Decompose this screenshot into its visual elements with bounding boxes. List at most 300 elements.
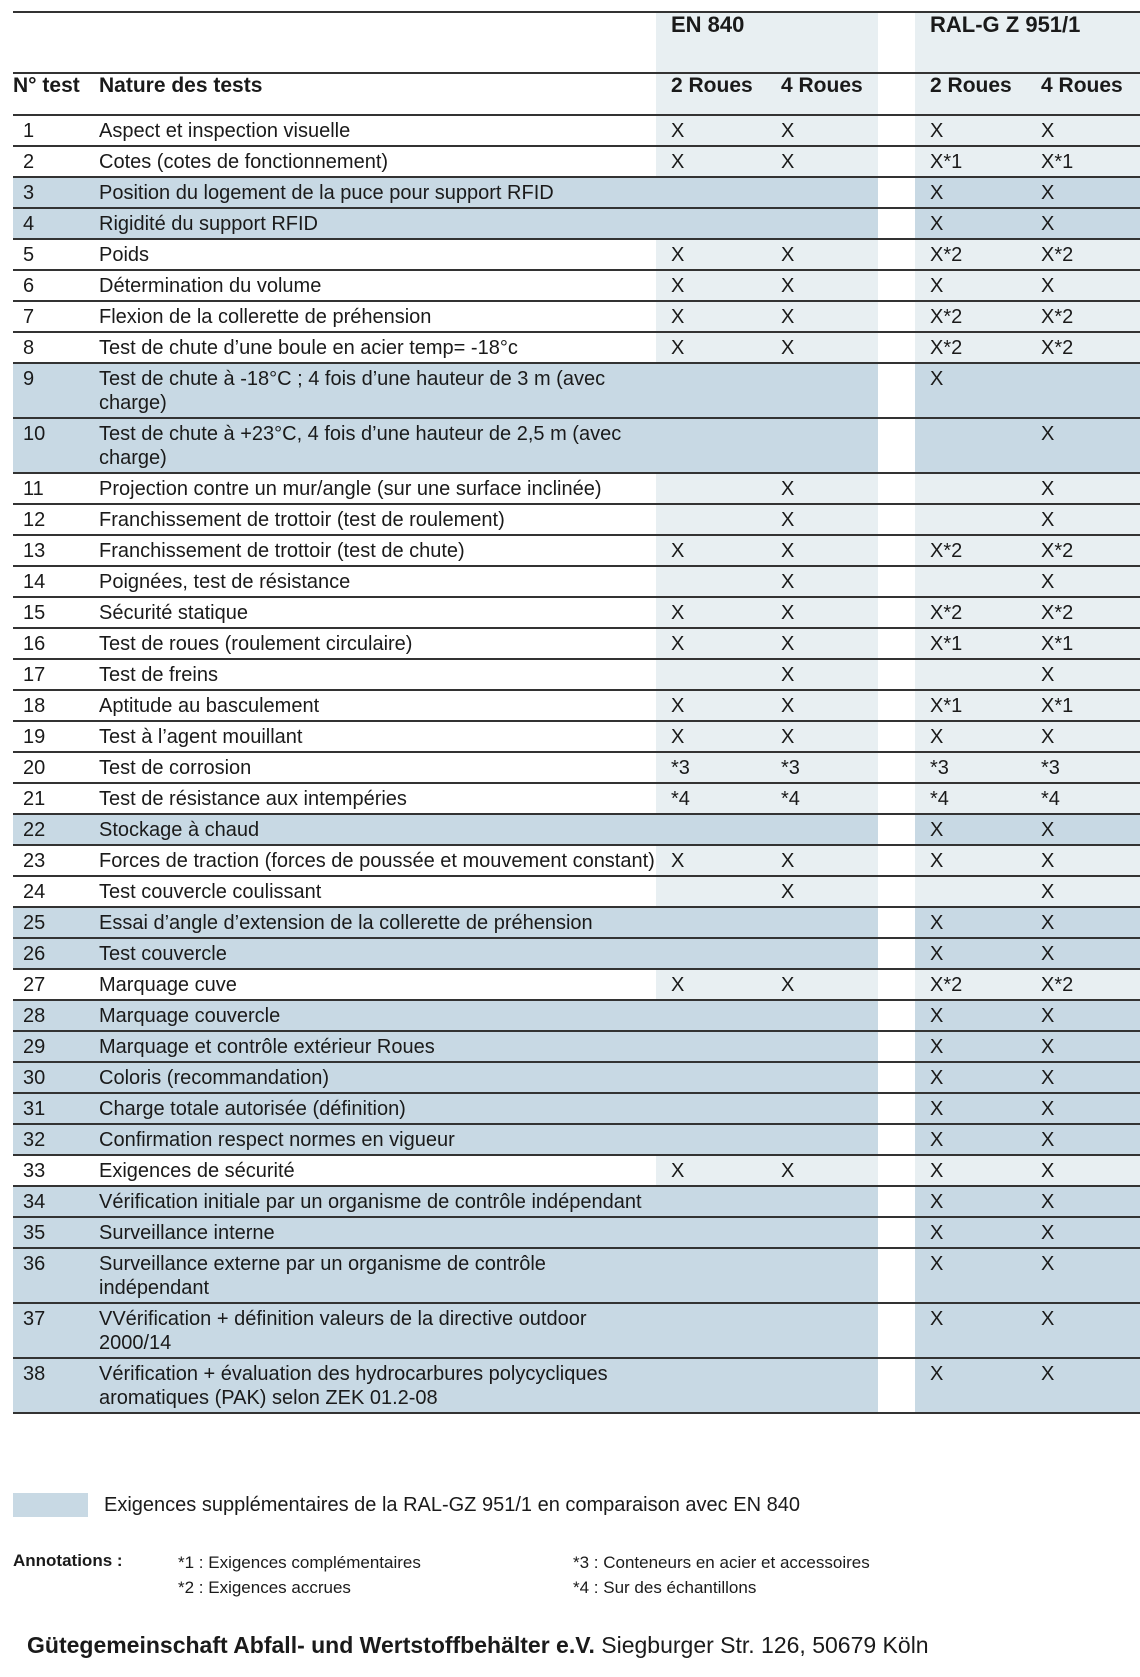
mark-ral-2roues: X [915, 177, 1026, 208]
row-gap [878, 1186, 915, 1217]
mark-ral-4roues: X [1026, 659, 1140, 690]
table-row [13, 1124, 1140, 1155]
test-number: 30 [13, 1062, 88, 1093]
table-row [13, 1000, 1140, 1031]
row-gap [878, 363, 915, 418]
row-gap [878, 1031, 915, 1062]
mark-en-2roues: X [656, 597, 766, 628]
annotation-3: *3 : Conteneurs en acier et accessoires [573, 1553, 870, 1572]
test-nature: Cotes (cotes de fonctionnement) [88, 146, 656, 177]
mark-en-4roues [766, 1358, 878, 1413]
col-header-ral-2roues: 2 Roues [915, 73, 1026, 115]
test-nature: Sécurité statique [88, 597, 656, 628]
mark-ral-2roues: *3 [915, 752, 1026, 783]
mark-ral-4roues: X*1 [1026, 628, 1140, 659]
row-gap [878, 208, 915, 239]
mark-en-2roues [656, 1248, 766, 1303]
mark-ral-2roues [915, 876, 1026, 907]
row-gap [878, 1155, 915, 1186]
mark-en-4roues: X [766, 146, 878, 177]
mark-en-4roues [766, 1093, 878, 1124]
test-number: 16 [13, 628, 88, 659]
mark-ral-4roues: X [1026, 1358, 1140, 1413]
test-number: 11 [13, 473, 88, 504]
mark-ral-2roues: X [915, 907, 1026, 938]
mark-ral-4roues: X [1026, 1031, 1140, 1062]
mark-en-4roues [766, 938, 878, 969]
table-row [13, 332, 1140, 363]
test-number: 10 [13, 418, 88, 473]
test-nature: Exigences de sécurité [88, 1155, 656, 1186]
col-header-nature: Nature des tests [88, 73, 656, 115]
col-header-ral-4roues: 4 Roues [1026, 73, 1140, 115]
mark-en-2roues: X [656, 535, 766, 566]
mark-ral-2roues: X [915, 1000, 1026, 1031]
test-number: 27 [13, 969, 88, 1000]
row-gap [878, 115, 915, 146]
test-number: 12 [13, 504, 88, 535]
test-nature: Test couvercle coulissant [88, 876, 656, 907]
table-row [13, 1186, 1140, 1217]
test-nature: Essai d’angle d’extension de la collerette de préhension [88, 907, 656, 938]
row-gap [878, 721, 915, 752]
table-row [13, 535, 1140, 566]
mark-ral-4roues: X [1026, 473, 1140, 504]
mark-en-4roues [766, 418, 878, 473]
mark-ral-4roues: X*2 [1026, 301, 1140, 332]
mark-ral-2roues: *4 [915, 783, 1026, 814]
mark-en-4roues: X [766, 876, 878, 907]
mark-ral-4roues: *3 [1026, 752, 1140, 783]
mark-ral-4roues: X [1026, 907, 1140, 938]
mark-en-2roues [656, 814, 766, 845]
table-row [13, 418, 1140, 473]
mark-ral-4roues: X [1026, 1303, 1140, 1358]
test-number: 20 [13, 752, 88, 783]
mark-en-2roues [656, 938, 766, 969]
mark-en-2roues [656, 208, 766, 239]
test-number: 35 [13, 1217, 88, 1248]
test-comparison-table [13, 11, 1140, 1414]
mark-ral-4roues: X [1026, 1186, 1140, 1217]
mark-ral-4roues: X*2 [1026, 597, 1140, 628]
mark-ral-2roues: X [915, 1217, 1026, 1248]
standard-ral-header: RAL-G Z 951/1 [915, 12, 1140, 73]
mark-ral-2roues: X [915, 1303, 1026, 1358]
mark-ral-2roues: X [915, 1358, 1026, 1413]
test-number: 6 [13, 270, 88, 301]
mark-en-2roues [656, 907, 766, 938]
test-number: 2 [13, 146, 88, 177]
row-gap [878, 814, 915, 845]
test-nature: Marquage cuve [88, 969, 656, 1000]
test-nature: Test de chute à +23°C, 4 fois d’une hauteur de 2,5 m (avec charge) [88, 418, 656, 473]
table-row [13, 690, 1140, 721]
table-row [13, 876, 1140, 907]
mark-ral-4roues: X*2 [1026, 239, 1140, 270]
table-row [13, 969, 1140, 1000]
mark-ral-2roues [915, 473, 1026, 504]
table-row [13, 1217, 1140, 1248]
test-number: 14 [13, 566, 88, 597]
test-nature: Poids [88, 239, 656, 270]
test-number: 24 [13, 876, 88, 907]
mark-en-4roues: *4 [766, 783, 878, 814]
mark-ral-4roues: X [1026, 208, 1140, 239]
test-nature: Rigidité du support RFID [88, 208, 656, 239]
test-number: 28 [13, 1000, 88, 1031]
test-nature: Poignées, test de résistance [88, 566, 656, 597]
mark-en-2roues [656, 418, 766, 473]
test-number: 32 [13, 1124, 88, 1155]
test-nature: Test de corrosion [88, 752, 656, 783]
mark-en-2roues: X [656, 628, 766, 659]
mark-en-4roues: X [766, 566, 878, 597]
test-number: 5 [13, 239, 88, 270]
test-nature: Surveillance externe par un organisme de contrôle indépendant [88, 1248, 656, 1303]
mark-en-4roues [766, 1186, 878, 1217]
mark-en-2roues [656, 1031, 766, 1062]
mark-en-2roues: *4 [656, 783, 766, 814]
mark-en-4roues: X [766, 239, 878, 270]
mark-ral-2roues [915, 504, 1026, 535]
mark-ral-4roues: X [1026, 177, 1140, 208]
mark-ral-2roues: X [915, 208, 1026, 239]
mark-en-4roues [766, 1000, 878, 1031]
mark-ral-4roues: X [1026, 1000, 1140, 1031]
row-gap [878, 177, 915, 208]
mark-en-2roues [656, 659, 766, 690]
mark-ral-4roues: X*2 [1026, 535, 1140, 566]
mark-en-2roues: X [656, 239, 766, 270]
table-row [13, 270, 1140, 301]
test-number: 9 [13, 363, 88, 418]
mark-en-2roues [656, 1062, 766, 1093]
mark-en-2roues [656, 1358, 766, 1413]
test-nature: Surveillance interne [88, 1217, 656, 1248]
row-gap [878, 1000, 915, 1031]
test-number: 29 [13, 1031, 88, 1062]
row-gap [878, 969, 915, 1000]
test-number: 36 [13, 1248, 88, 1303]
mark-en-2roues: X [656, 301, 766, 332]
row-gap [878, 566, 915, 597]
test-nature: Vérification initiale par un organisme de contrôle indépendant [88, 1186, 656, 1217]
mark-ral-4roues: X [1026, 566, 1140, 597]
table-row [13, 814, 1140, 845]
row-gap [878, 845, 915, 876]
mark-en-4roues [766, 1031, 878, 1062]
table-row [13, 752, 1140, 783]
col-header-en-4roues: 4 Roues [766, 73, 878, 115]
standard-en840-header: EN 840 [656, 12, 878, 73]
table-row [13, 208, 1140, 239]
row-gap [878, 504, 915, 535]
test-nature: Test de chute à -18°C ; 4 fois d’une hauteur de 3 m (avec charge) [88, 363, 656, 418]
mark-ral-2roues: X*2 [915, 597, 1026, 628]
test-nature: Projection contre un mur/angle (sur une surface inclinée) [88, 473, 656, 504]
row-gap [878, 597, 915, 628]
test-nature: Flexion de la collerette de préhension [88, 301, 656, 332]
mark-ral-2roues: X*1 [915, 146, 1026, 177]
annotation-2: *2 : Exigences accrues [178, 1578, 351, 1597]
mark-en-4roues: X [766, 659, 878, 690]
mark-ral-2roues: X*2 [915, 969, 1026, 1000]
col-header-num: N° test [13, 73, 88, 115]
mark-ral-2roues: X*2 [915, 239, 1026, 270]
test-nature: VVérification + définition valeurs de la directive outdoor 2000/14 [88, 1303, 656, 1358]
mark-ral-2roues: X [915, 938, 1026, 969]
table-row [13, 938, 1140, 969]
mark-en-2roues [656, 1186, 766, 1217]
mark-en-2roues [656, 1000, 766, 1031]
test-number: 37 [13, 1303, 88, 1358]
test-nature: Vérification + évaluation des hydrocarbures polycycliques aromatiques (PAK) selon ZEK 01.2-08 [88, 1358, 656, 1413]
mark-en-4roues: X [766, 690, 878, 721]
test-number: 33 [13, 1155, 88, 1186]
mark-en-4roues [766, 907, 878, 938]
mark-ral-2roues [915, 418, 1026, 473]
mark-en-4roues: X [766, 845, 878, 876]
mark-en-2roues [656, 177, 766, 208]
table-row [13, 659, 1140, 690]
test-number: 15 [13, 597, 88, 628]
mark-en-4roues: X [766, 504, 878, 535]
mark-ral-4roues: X [1026, 1093, 1140, 1124]
mark-en-2roues: X [656, 721, 766, 752]
test-number: 31 [13, 1093, 88, 1124]
row-gap [878, 907, 915, 938]
mark-ral-4roues: X [1026, 504, 1140, 535]
mark-ral-4roues: X*2 [1026, 332, 1140, 363]
row-gap [878, 1062, 915, 1093]
row-gap [878, 752, 915, 783]
mark-ral-2roues: X [915, 1124, 1026, 1155]
mark-en-2roues [656, 876, 766, 907]
mark-ral-4roues: X [1026, 876, 1140, 907]
test-number: 17 [13, 659, 88, 690]
table-row [13, 239, 1140, 270]
mark-en-2roues: X [656, 270, 766, 301]
table-row [13, 177, 1140, 208]
mark-ral-2roues: X [915, 270, 1026, 301]
table-row [13, 146, 1140, 177]
header-blank [13, 12, 656, 73]
row-gap [878, 783, 915, 814]
mark-ral-2roues: X [915, 1031, 1026, 1062]
test-nature: Test de roues (roulement circulaire) [88, 628, 656, 659]
mark-en-4roues: X [766, 628, 878, 659]
row-gap [878, 876, 915, 907]
mark-ral-2roues: X [915, 814, 1026, 845]
mark-ral-2roues: X [915, 115, 1026, 146]
test-number: 34 [13, 1186, 88, 1217]
mark-ral-2roues: X*1 [915, 628, 1026, 659]
mark-en-4roues: *3 [766, 752, 878, 783]
table-row [13, 566, 1140, 597]
mark-en-2roues: X [656, 146, 766, 177]
mark-en-4roues [766, 1062, 878, 1093]
standards-header-row [13, 12, 1140, 73]
row-gap [878, 418, 915, 473]
test-nature: Marquage couvercle [88, 1000, 656, 1031]
row-gap [878, 146, 915, 177]
legend [13, 1493, 1113, 1519]
mark-en-4roues: X [766, 473, 878, 504]
mark-ral-4roues: X [1026, 115, 1140, 146]
mark-en-2roues [656, 363, 766, 418]
mark-ral-4roues: *4 [1026, 783, 1140, 814]
mark-en-4roues [766, 177, 878, 208]
mark-en-4roues: X [766, 969, 878, 1000]
mark-en-2roues: X [656, 1155, 766, 1186]
table-row [13, 1155, 1140, 1186]
legend-swatch [13, 1493, 88, 1517]
mark-ral-4roues: X [1026, 1155, 1140, 1186]
row-gap [878, 1248, 915, 1303]
test-nature: Test couvercle [88, 938, 656, 969]
table-row [13, 628, 1140, 659]
table-row [13, 1248, 1140, 1303]
mark-en-4roues: X [766, 301, 878, 332]
legend-text: Exigences supplémentaires de la RAL-GZ 951/1 en comparaison avec EN 840 [104, 1494, 800, 1516]
test-number: 13 [13, 535, 88, 566]
row-gap [878, 628, 915, 659]
test-number: 26 [13, 938, 88, 969]
mark-ral-2roues: X [915, 845, 1026, 876]
mark-en-2roues: X [656, 332, 766, 363]
test-nature: Détermination du volume [88, 270, 656, 301]
row-gap [878, 301, 915, 332]
test-nature: Confirmation respect normes en vigueur [88, 1124, 656, 1155]
mark-en-4roues: X [766, 1155, 878, 1186]
mark-en-4roues [766, 208, 878, 239]
mark-en-4roues [766, 1248, 878, 1303]
col-header-gap [878, 73, 915, 115]
table-row [13, 597, 1140, 628]
mark-en-2roues: *3 [656, 752, 766, 783]
row-gap [878, 332, 915, 363]
table-row [13, 1303, 1140, 1358]
col-header-en-2roues: 2 Roues [656, 73, 766, 115]
row-gap [878, 239, 915, 270]
test-number: 23 [13, 845, 88, 876]
mark-ral-4roues: X*1 [1026, 146, 1140, 177]
mark-ral-2roues: X [915, 363, 1026, 418]
table-row [13, 1031, 1140, 1062]
mark-ral-2roues: X*2 [915, 332, 1026, 363]
mark-ral-2roues: X*2 [915, 535, 1026, 566]
mark-ral-4roues: X [1026, 938, 1140, 969]
row-gap [878, 1124, 915, 1155]
mark-ral-4roues: X [1026, 418, 1140, 473]
footer-organization: Gütegemeinschaft Abfall- und Wertstoffbehälter e.V. [27, 1632, 595, 1658]
mark-ral-2roues: X [915, 1062, 1026, 1093]
table-row [13, 907, 1140, 938]
test-number: 8 [13, 332, 88, 363]
footer-address: Siegburger Str. 126, 50679 Köln [601, 1632, 929, 1658]
columns-header-row [13, 73, 1140, 115]
mark-ral-2roues: X [915, 1155, 1026, 1186]
mark-en-2roues [656, 1217, 766, 1248]
mark-ral-4roues: X [1026, 845, 1140, 876]
table-row [13, 1358, 1140, 1413]
test-nature: Test de freins [88, 659, 656, 690]
test-nature: Marquage et contrôle extérieur Roues [88, 1031, 656, 1062]
mark-en-4roues: X [766, 332, 878, 363]
test-number: 3 [13, 177, 88, 208]
mark-ral-4roues: X [1026, 721, 1140, 752]
test-nature: Aspect et inspection visuelle [88, 115, 656, 146]
mark-ral-4roues: X [1026, 1062, 1140, 1093]
footer [27, 1630, 929, 1660]
test-nature: Test à l’agent mouillant [88, 721, 656, 752]
test-nature: Coloris (recommandation) [88, 1062, 656, 1093]
mark-ral-2roues: X*2 [915, 301, 1026, 332]
mark-en-4roues [766, 363, 878, 418]
mark-en-2roues [656, 1093, 766, 1124]
mark-en-4roues [766, 1124, 878, 1155]
test-nature: Franchissement de trottoir (test de chute) [88, 535, 656, 566]
test-number: 19 [13, 721, 88, 752]
mark-en-4roues [766, 814, 878, 845]
mark-en-4roues: X [766, 597, 878, 628]
mark-en-2roues: X [656, 969, 766, 1000]
annotation-4: *4 : Sur des échantillons [573, 1578, 757, 1597]
annotations-label: Annotations : [13, 1551, 123, 1570]
mark-en-4roues: X [766, 535, 878, 566]
mark-en-4roues [766, 1303, 878, 1358]
annotation-1: *1 : Exigences complémentaires [178, 1553, 421, 1572]
table-row [13, 1093, 1140, 1124]
test-number: 1 [13, 115, 88, 146]
test-nature: Test de résistance aux intempéries [88, 783, 656, 814]
mark-en-2roues [656, 473, 766, 504]
mark-en-2roues [656, 566, 766, 597]
table-row [13, 1062, 1140, 1093]
row-gap [878, 1093, 915, 1124]
mark-en-2roues: X [656, 690, 766, 721]
mark-en-2roues [656, 1124, 766, 1155]
row-gap [878, 1217, 915, 1248]
mark-en-4roues: X [766, 721, 878, 752]
test-nature: Forces de traction (forces de poussée et mouvement constant) [88, 845, 656, 876]
mark-ral-4roues [1026, 363, 1140, 418]
mark-ral-4roues: X*2 [1026, 969, 1140, 1000]
mark-en-4roues [766, 1217, 878, 1248]
mark-en-2roues [656, 504, 766, 535]
test-number: 25 [13, 907, 88, 938]
mark-en-2roues: X [656, 845, 766, 876]
mark-en-4roues: X [766, 270, 878, 301]
test-nature: Test de chute d’une boule en acier temp= -18°c [88, 332, 656, 363]
table-row [13, 845, 1140, 876]
mark-en-4roues: X [766, 115, 878, 146]
mark-ral-4roues: X [1026, 814, 1140, 845]
mark-en-2roues: X [656, 115, 766, 146]
mark-ral-2roues: X [915, 1093, 1026, 1124]
row-gap [878, 690, 915, 721]
row-gap [878, 1358, 915, 1413]
row-gap [878, 938, 915, 969]
row-gap [878, 659, 915, 690]
mark-ral-4roues: X [1026, 270, 1140, 301]
table-row [13, 721, 1140, 752]
table-row [13, 301, 1140, 332]
row-gap [878, 535, 915, 566]
mark-ral-2roues: X [915, 721, 1026, 752]
table-row [13, 473, 1140, 504]
